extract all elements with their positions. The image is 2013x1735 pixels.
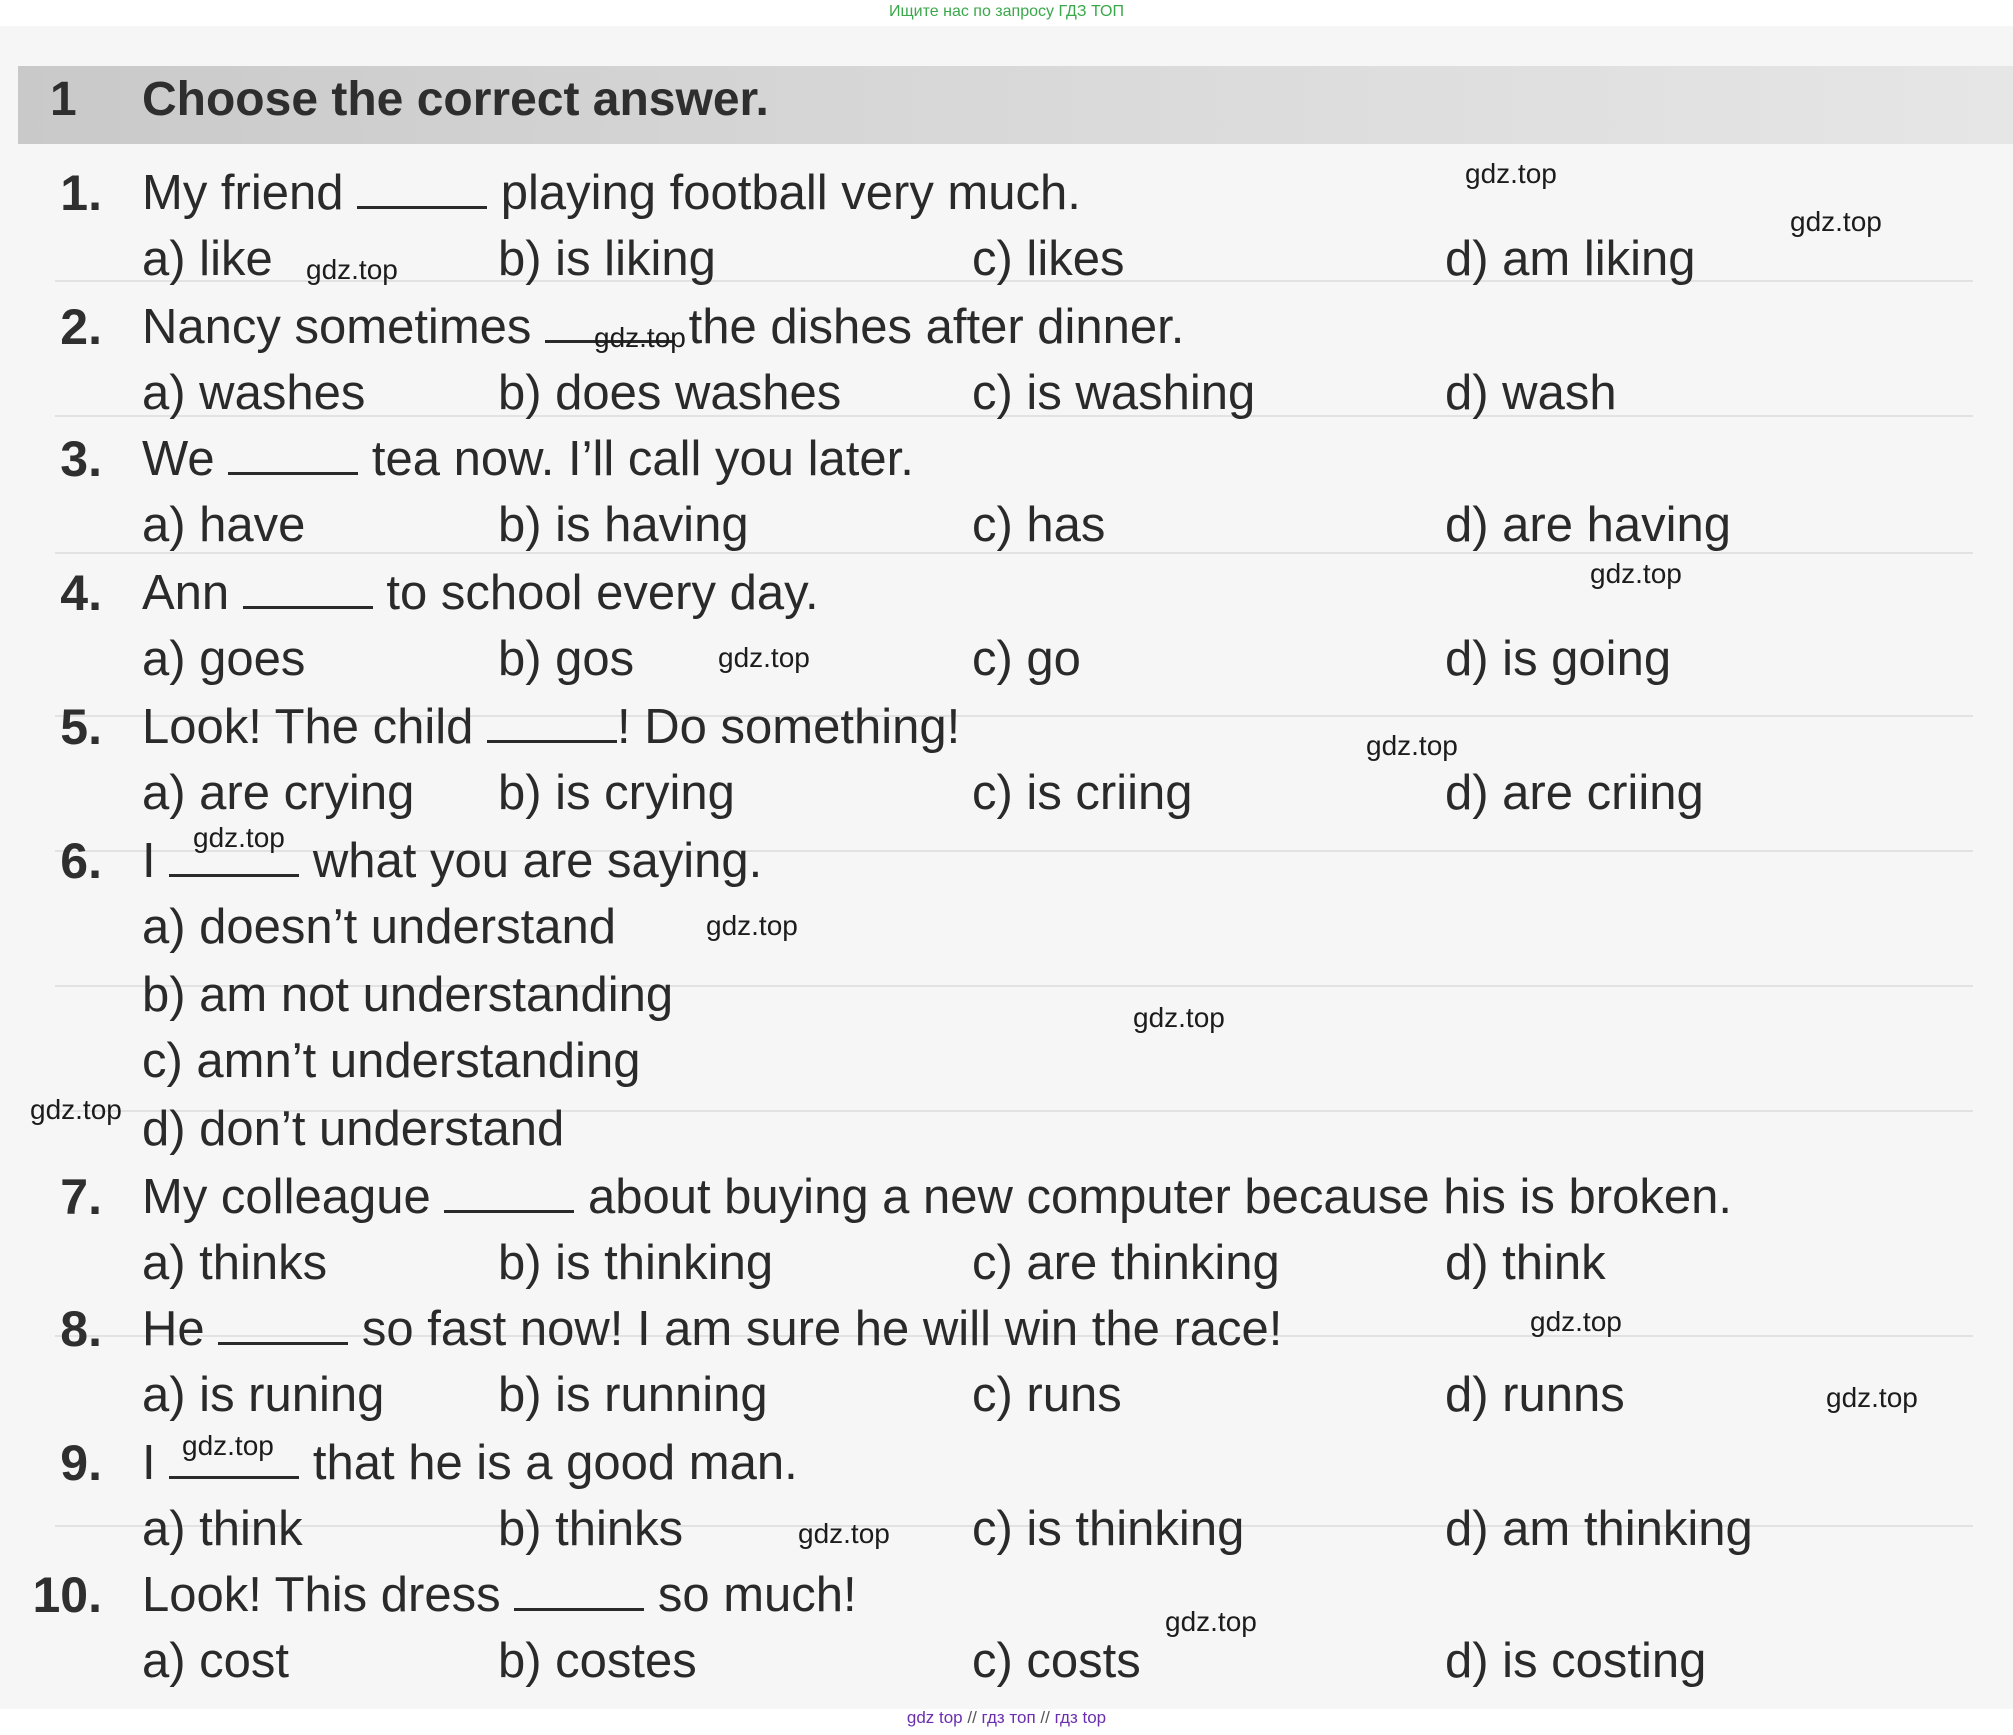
question-text — [142, 1302, 1282, 1356]
watermark: gdz.top — [1133, 1002, 1225, 1033]
watermark: gdz.top — [594, 322, 686, 353]
question-text-start: Nancy sometimes — [142, 300, 546, 354]
watermark: gdz.top — [718, 642, 810, 673]
question-text-end: about buying a new computer because his is broken. — [574, 1170, 1732, 1224]
watermark: gdz.top — [1826, 1382, 1918, 1413]
question-text — [142, 700, 960, 754]
answer-blank — [218, 1302, 348, 1345]
question-text-start: Look! This dress — [142, 1568, 515, 1622]
question-text-end: so much! — [644, 1568, 857, 1622]
question-text — [142, 1170, 1732, 1224]
ghost-line — [55, 552, 1973, 554]
question-number: 9. — [60, 1435, 102, 1491]
question-text — [142, 166, 1081, 220]
option-b: b) thinks — [498, 1502, 684, 1556]
option-d: d) don’t understand — [142, 1102, 565, 1156]
watermark: gdz.top — [1366, 730, 1458, 761]
option-c: c) is washing — [972, 366, 1256, 420]
option-a: a) cost — [142, 1634, 290, 1688]
option-a: a) thinks — [142, 1236, 328, 1290]
bottom-banner-item: гдз top — [1054, 1708, 1107, 1727]
option-b: b) is thinking — [498, 1236, 774, 1290]
answer-blank — [228, 432, 358, 475]
option-c: c) runs — [972, 1368, 1122, 1422]
answer-blank — [487, 700, 617, 743]
answer-blank — [243, 566, 373, 609]
question-text-end: tea now. I’ll call you later. — [358, 432, 914, 486]
question-number: 3. — [60, 431, 102, 487]
watermark: gdz.top — [1165, 1606, 1257, 1637]
answer-blank — [357, 166, 487, 209]
question-number: 5. — [60, 699, 102, 755]
option-b: b) is having — [498, 498, 749, 552]
watermark: gdz.top — [1465, 158, 1557, 189]
question-text — [142, 566, 819, 620]
option-d: d) is going — [1445, 632, 1672, 686]
watermark: gdz.top — [1790, 206, 1882, 237]
option-b: b) does washes — [498, 366, 842, 420]
exercise-title: Choose the correct answer. — [142, 73, 769, 126]
option-b: b) is liking — [498, 232, 716, 286]
question-number: 7. — [60, 1169, 102, 1225]
question-text-end: ! Do something! — [617, 700, 961, 754]
question-number: 6. — [60, 833, 102, 889]
top-banner: Ищите нас по запросу ГДЗ ТОП — [889, 3, 1124, 20]
question-number: 1. — [60, 165, 102, 221]
option-a: a) is runing — [142, 1368, 385, 1422]
option-a: a) have — [142, 498, 306, 552]
watermark: gdz.top — [798, 1518, 890, 1549]
option-b: b) costes — [498, 1634, 697, 1688]
option-d: d) is costing — [1445, 1634, 1707, 1688]
option-c: c) is thinking — [972, 1502, 1245, 1556]
option-d: d) are having — [1445, 498, 1732, 552]
option-d: d) are criing — [1445, 766, 1704, 820]
answer-blank — [514, 1568, 644, 1611]
option-a: a) think — [142, 1502, 303, 1556]
watermark: gdz.top — [1590, 558, 1682, 589]
option-c: c) are thinking — [972, 1236, 1280, 1290]
watermark: gdz.top — [182, 1430, 274, 1461]
option-d: d) wash — [1445, 366, 1617, 420]
question-text-start: I — [142, 834, 170, 888]
question-text-start: Ann — [142, 566, 243, 620]
option-c: c) go — [972, 632, 1081, 686]
question-text-start: My colleague — [142, 1170, 445, 1224]
question-text-start: I — [142, 1436, 170, 1490]
watermark: gdz.top — [306, 254, 398, 285]
option-c: c) likes — [972, 232, 1125, 286]
question-text-start: We — [142, 432, 229, 486]
option-b: b) is crying — [498, 766, 735, 820]
option-c: c) has — [972, 498, 1106, 552]
option-c: c) amn’t understanding — [142, 1034, 641, 1088]
option-a: a) doesn’t understand — [142, 900, 616, 954]
option-d: d) am thinking — [1445, 1502, 1753, 1556]
question-text-end: the dishes after dinner. — [675, 300, 1185, 354]
question-number: 10. — [32, 1567, 102, 1623]
answer-blank — [444, 1170, 574, 1213]
option-d: d) runns — [1445, 1368, 1625, 1422]
question-text-end: to school every day. — [372, 566, 819, 620]
option-a: a) are crying — [142, 766, 415, 820]
option-a: a) like — [142, 232, 273, 286]
option-d: d) think — [1445, 1236, 1606, 1290]
bottom-banner-separator: // — [967, 1708, 977, 1727]
option-d: d) am liking — [1445, 232, 1696, 286]
option-a: a) washes — [142, 366, 366, 420]
question-text-end: playing football very much. — [487, 166, 1081, 220]
watermark: gdz.top — [1530, 1306, 1622, 1337]
exercise-number: 1 — [50, 73, 77, 126]
question-text-end: that he is a good man. — [299, 1436, 798, 1490]
watermark: gdz.top — [30, 1094, 122, 1125]
question-number: 8. — [60, 1301, 102, 1357]
question-text — [142, 432, 914, 486]
question-text-start: My friend — [142, 166, 358, 220]
bottom-banner-separator: // — [1040, 1708, 1050, 1727]
option-b: b) gos — [498, 632, 635, 686]
question-text — [142, 1568, 857, 1622]
option-a: a) goes — [142, 632, 306, 686]
question-text-start: Look! The child — [142, 700, 488, 754]
option-b: b) am not understanding — [142, 968, 674, 1022]
question-number: 4. — [60, 565, 102, 621]
question-text-end: what you are saying. — [299, 834, 763, 888]
bottom-banner-item: гдз топ — [981, 1708, 1036, 1727]
bottom-banner — [0, 1701, 2013, 1735]
option-c: c) is criing — [972, 766, 1193, 820]
option-b: b) is running — [498, 1368, 768, 1422]
watermark: gdz.top — [193, 822, 285, 853]
watermark: gdz.top — [706, 910, 798, 941]
question-text-end: so fast now! I am sure he will win the race! — [348, 1302, 1283, 1356]
question-number: 2. — [60, 299, 102, 355]
option-c: c) costs — [972, 1634, 1141, 1688]
bottom-banner-item: gdz top — [906, 1708, 963, 1727]
question-text-start: He — [142, 1302, 219, 1356]
